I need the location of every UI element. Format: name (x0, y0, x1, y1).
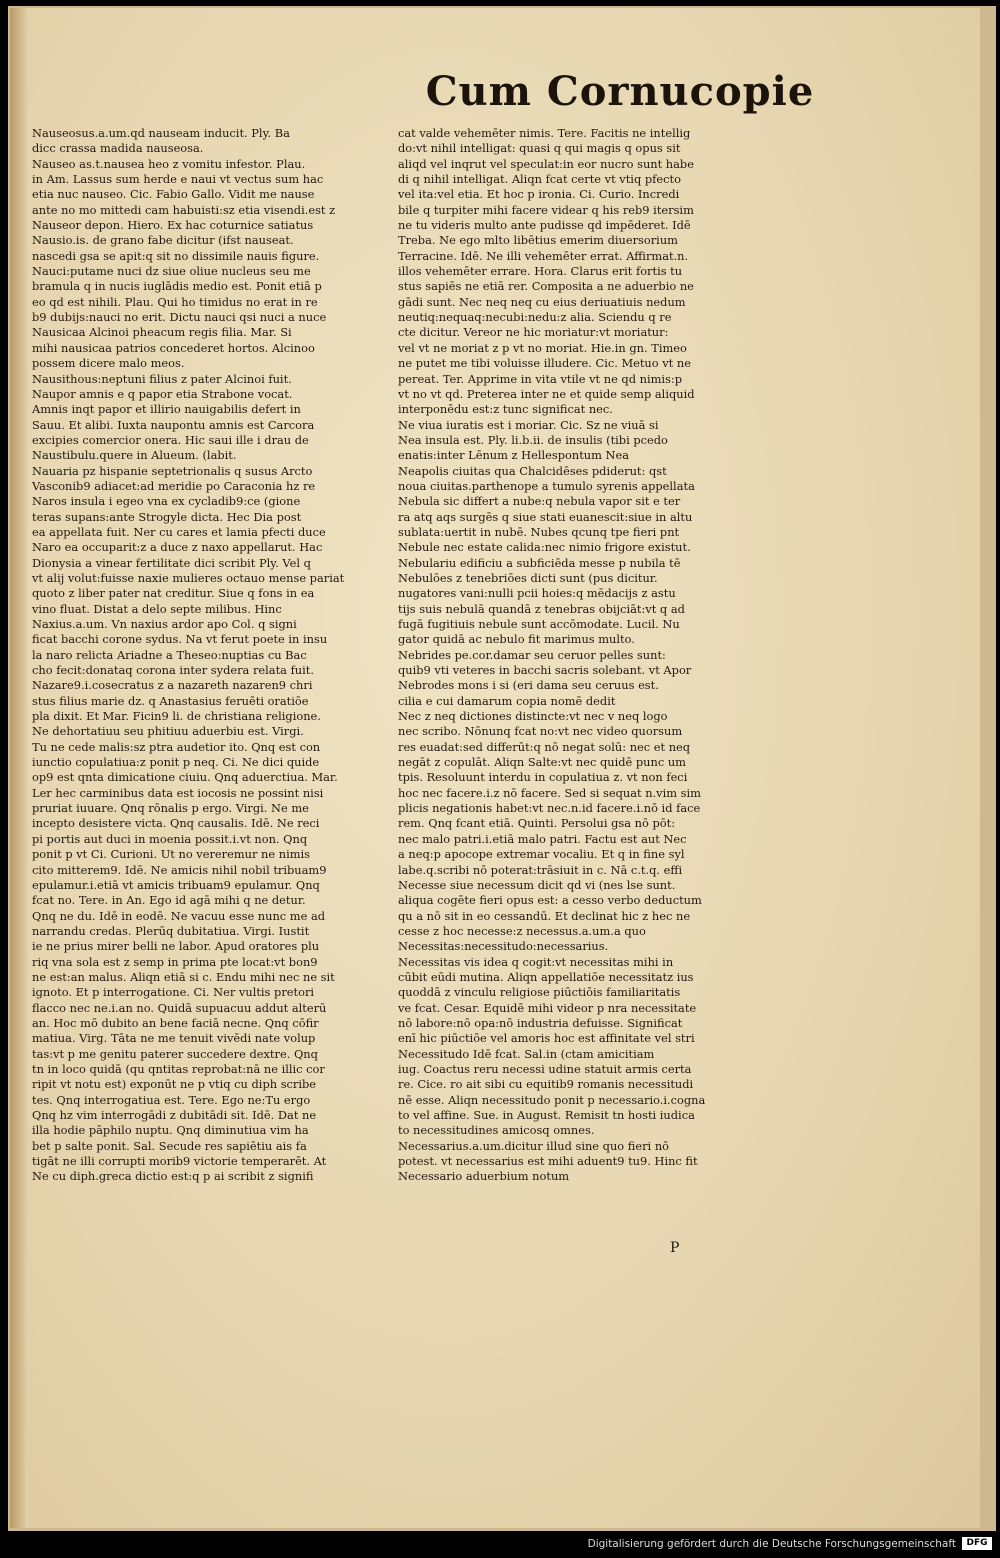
text-line: Nebulōes z tenebriōes dicti sunt (pus dicitur. (398, 570, 658, 585)
text-line: aliqua cogēte fieri opus est: a cesso verbo deductum (398, 893, 702, 908)
text-line: nugatores vani:nulli pcii hoies:q mēdacijs z astu (398, 586, 676, 601)
text-line: ne tu videris multo ante pudisse qd impēderet. Idē (398, 218, 691, 233)
text-line: tigāt ne illi corrupti morib9 victorie temperarēt. At (32, 1154, 327, 1169)
text-line: do:vt nihil intelligat: quasi q qui magis q opus sit (398, 141, 681, 156)
text-line: Nea insula est. Ply. li.b.ii. de insulis (tibi pcedo (398, 432, 668, 447)
text-line: Necessarius.a.um.dicitur illud sine quo fieri nō (398, 1138, 670, 1153)
text-line: cesse z hoc necesse:z necessus.a.um.a quo (398, 923, 646, 938)
text-line: di q nihil intelligat. Aliqn fcat certe vt vtiq pfecto (398, 172, 681, 187)
text-line: ne est:an malus. Aliqn etiā si c. Endu mihi nec ne sit (32, 969, 335, 984)
text-line: interponēdu est:z tunc significat nec. (398, 402, 613, 417)
text-line: tes. Qnq interrogatiua est. Tere. Ego ne:Tu ergo (32, 1092, 311, 1107)
text-line: re. Cice. ro ait sibi cu equitib9 romanis necessitudi (398, 1077, 694, 1092)
text-line: Nauseor depon. Hiero. Ex hac coturnice satiatus (32, 218, 314, 233)
text-line: Sauu. Et alibi. Iuxta naupontu amnis est Carcora (32, 417, 315, 432)
text-line: ficat bacchi corone sydus. Na vt ferut poete in insu (32, 632, 328, 647)
text-line: Nebulariu edificiu a subficiēda messe p nubila tē (398, 555, 681, 570)
text-line: nō labore:nō opa:nō industria defuisse. Significat (398, 1015, 683, 1030)
text-line: Nausicaa Alcinoi pheacum regis filia. Mar. Si (32, 325, 292, 340)
text-line: Ler hec carminibus data est iocosis ne possint nisi (32, 785, 324, 800)
text-line: Nebule nec estate calida:nec nimio frigore existut. (398, 540, 691, 555)
text-line: gator quidā ac nebulo fit marimus multo. (398, 632, 635, 647)
text-line: gādi sunt. Nec neq neq cu eius deriuatiuis nedum (398, 294, 686, 309)
text-line: bramula q in nucis iuglādis medio est. Ponit etiā p (32, 279, 322, 294)
text-line: epulamur.i.etiā vt amicis tribuam9 epulamur. Qnq (32, 877, 320, 892)
text-line: Nauseosus.a.um.qd nauseam inducit. Ply. Ba (32, 126, 290, 140)
text-line: etia nuc nauseo. Cic. Fabio Gallo. Vidit me nause (32, 187, 315, 202)
footer-bar (0, 1531, 1000, 1558)
text-line: hoc nec facere.i.z nō facere. Sed si sequat n.vim sim (398, 785, 701, 800)
text-line: ponit p vt Ci. Curioni. Ut no vereremur ne nimis (32, 847, 311, 862)
text-line: Treba. Ne ego mlto libētius emerim diuersorium (398, 233, 678, 248)
text-line: pereat. Ter. Apprime in vita vtile vt ne qd nimis:p (398, 371, 683, 386)
text-line: Ne viua iuratis est i moriar. Cic. Sz ne viuā si (398, 417, 659, 432)
text-line: aliqd vel inqrut vel speculat:in eor nucro sunt habe (398, 156, 694, 171)
text-line: Nebrides pe.cor.damar seu ceruor pelles sunt: (398, 647, 666, 662)
text-line: in Am. Lassus sum herde e naui vt vectus sum hac (32, 172, 324, 187)
text-line: cat valde vehemēter nimis. Tere. Facitis ne intellig (398, 126, 691, 140)
text-line: a neq:p apocope extremar vocaliu. Et q in fine syl (398, 847, 685, 862)
text-line: flacco nec ne.i.an no. Quidā supuacuu addut alterū (32, 1000, 327, 1015)
text-line: Qnq ne du. Idē in eodē. Ne vacuu esse nunc me ad (32, 908, 326, 923)
text-line: tn in loco quidā (qu qntitas reprobat:nā ne illic cor (32, 1061, 325, 1076)
text-line: Nauci:putame nuci dz siue oliue nucleus seu me (32, 264, 311, 279)
text-line: Vasconib9 adiacet:ad meridie po Caraconia hz re (32, 478, 316, 493)
text-line: cho fecit:donataq corona inter sydera relata fuit. (32, 663, 314, 678)
text-line: Nauaria pz hispanie septetrionalis q susus Arcto (32, 463, 313, 478)
right-text-column (398, 126, 760, 1185)
text-line: res euadat:sed differūt:q nō negat solū: nec et neq (398, 739, 691, 754)
text-line: vel vt ne moriat z p vt no moriat. Hie.in gn. Timeo (398, 340, 687, 355)
text-line: ante no mo mittedi cam habuisti:sz etia visendi.est z (32, 202, 336, 217)
text-line: nec scribo. Nōnunq fcat no:vt nec video quorsum (398, 724, 683, 739)
text-line: Nauseo as.t.nausea heo z vomitu infestor. Plau. (32, 156, 306, 171)
text-line: fcat no. Tere. in An. Ego id agā mihi q ne detur. (32, 893, 306, 908)
text-line: ve fcat. Cesar. Equidē mihi videor p nra necessitate (398, 1000, 697, 1015)
text-line: tijs suis nebulā quandā z tenebras obijciāt:vt q ad (398, 601, 685, 616)
text-line: ie ne prius mirer belli ne labor. Apud oratores plu (32, 939, 320, 954)
text-line: Qnq hz vim interrogādi z dubitādi sit. Idē. Dat ne (32, 1108, 317, 1122)
text-line: Necessario aduerbium notum (398, 1169, 570, 1184)
text-line: Neapolis ciuitas qua Chalcidēses pdiderut: qst (398, 463, 667, 478)
text-line: Nebrodes mons i si (eri dama seu ceruus est. (398, 678, 659, 693)
text-line: dicc crassa madida nauseosa. (32, 141, 204, 156)
text-line: quib9 vti veteres in bacchi sacris solebant. vt Apor (398, 663, 692, 678)
text-line: tas:vt p me genitu paterer succedere dextre. Qnq (32, 1046, 318, 1061)
text-line: plicis negationis habet:vt nec.n.id facere.i.nō id face (398, 801, 701, 816)
text-line: Naupor amnis e q papor etia Strabone vocat. (32, 386, 293, 401)
dfg-logo: DFG (962, 1537, 992, 1550)
text-line: Necessitas:necessitudo:necessarius. (398, 939, 609, 954)
text-line: ignoto. Et p interrogatione. Ci. Ner vultis pretori (32, 985, 315, 1000)
text-line: b9 dubijs:nauci no erit. Dictu nauci qsi nuci a nuce (32, 310, 327, 325)
text-line: vino fluat. Distat a delo septe milibus. Hinc (32, 601, 282, 616)
text-line: quoddā z vinculu religiose piūctiōis familiaritatis (398, 985, 681, 1000)
text-line: mihi nausicaa patrios concederet hortos. Alcinoo (32, 340, 315, 355)
text-line: stus sapiēs ne etiā rer. Composita a ne aduerbio ne (398, 279, 694, 294)
text-line: teras supans:ante Strogyle dicta. Hec Dia post (32, 509, 302, 524)
text-line: iunctio copulatiua:z ponit p neq. Ci. Ne dici quide (32, 755, 320, 770)
text-line: negāt z copulāt. Aliqn Salte:vt nec quidē punc um (398, 755, 686, 770)
text-line: an. Hoc mō dubito an bene faciā necne. Qnq cōfir (32, 1015, 319, 1030)
text-line: fugā fugitiuis nebule sunt accōmodate. Lucil. Nu (398, 617, 680, 631)
text-line: cilia e cui damarum copia nomē dedit (398, 693, 616, 708)
text-line: possem dicere malo meos. (32, 356, 185, 371)
text-line: eo qd est nihili. Plau. Qui ho timidus no erat in re (32, 294, 318, 309)
text-line: Terracine. Idē. Ne illi vehemēter errat. Affirmat.n. (398, 248, 689, 263)
text-line: iug. Coactus reru necessi udine statuit armis certa (398, 1061, 692, 1076)
text-line: illos vehemēter errare. Hora. Clarus erit fortis tu (398, 264, 683, 279)
text-line: cūbit eūdi mutina. Aliqn appellatiōe necessitatz ius (398, 969, 694, 984)
text-line: Nausithous:neptuni filius z pater Alcinoi fuit. (32, 371, 292, 386)
text-line: Necessitudo Idē fcat. Sal.in (ctam amicitiam (398, 1046, 655, 1061)
text-line: Nausio.is. de grano fabe dicitur (ifst nauseat. (32, 233, 294, 248)
text-line: excipies comercior onera. Hic saui ille i drau de (32, 432, 309, 447)
text-line: labe.q.scribi nō poterat:trāsiuit in c. Nā c.t.q. effi (398, 862, 683, 877)
text-line: Naustibulu.quere in Alueum. (labit. (32, 448, 237, 463)
text-line: Nebula sic differt a nube:q nebula vapor sit e ter (398, 494, 681, 509)
text-line: riq vna sola est z semp in prima pte locat:vt bon9 (32, 954, 318, 969)
text-line: vel ita:vel etia. Et hoc p ironia. Ci. Curio. Incredi (398, 187, 680, 202)
text-line: op9 est qnta dimicatione ciuiu. Qnq aduerctiua. Mar. (32, 770, 338, 785)
text-line: nec malo patri.i.etiā malo patri. Factu est aut Nec (398, 831, 687, 846)
text-line: qu a nō sit in eo cessandū. Et declinat hic z hec ne (398, 908, 691, 923)
text-line: illa hodie pāphilo nuptu. Qnq diminutiua vim ha (32, 1123, 309, 1138)
funding-credit: Digitalisierung gefördert durch die Deutsche Forschungsgemeinschaft (587, 1538, 956, 1550)
text-line: pi portis aut duci in moenia possit.i.vt non. Qnq (32, 831, 308, 846)
text-line: quoto z liber pater nat creditur. Siue q fons in ea (32, 586, 315, 601)
text-line: sublata:uertit in nubē. Nubes qcunq tpe fieri pnt (398, 524, 680, 539)
text-line: narrandu credas. Plerūq dubitatiua. Virgi. Iustit (32, 923, 310, 938)
text-line: pla dixit. Et Mar. Ficin9 li. de christiana religione. (32, 709, 321, 724)
text-line: cito mitterem9. Idē. Ne amicis nihil nobil tribuam9 (32, 862, 327, 877)
text-line: Necesse siue necessum dicit qd vi (nes lse sunt. (398, 877, 676, 892)
text-line: stus filius marie dz. q Anastasius feruēti oratiōe (32, 693, 309, 708)
text-line: matiua. Virg. Tāta ne me tenuit vivēdi nate volup (32, 1031, 316, 1046)
page-title: Cum Cornucopie (425, 68, 815, 115)
text-line: to necessitudines amicosq omnes. (398, 1123, 595, 1138)
text-line: cte dicitur. Vereor ne hic moriatur:vt moriatur: (398, 325, 669, 340)
text-line: pruriat iuuare. Qnq rōnalis p ergo. Virgi. Ne me (32, 801, 309, 816)
text-line: Amnis inqt papor et illirio nauigabilis defert in (32, 402, 301, 417)
text-line: ra atq aqs surgēs q siue stati euanescit:siue in altu (398, 509, 693, 524)
text-line: enatis:inter Lēnum z Hellespontum Nea (398, 448, 630, 463)
text-line: ne putet me tibi voluisse illudere. Cic. Metuo vt ne (398, 356, 691, 371)
text-line: ripit vt notu est) exponūt ne p vtiq cu diph scribe (32, 1077, 317, 1092)
text-line: nē esse. Aliqn necessitudo ponit p necessario.i.cogna (398, 1092, 706, 1107)
scanned-page (10, 8, 980, 1528)
signature-mark: P (670, 1240, 680, 1256)
text-line: neutiq:nequaq:necubi:nedu:z alia. Sciendu q re (398, 310, 672, 325)
text-line: Nazare9.i.cosecratus z a nazareth nazaren9 chri (32, 678, 313, 693)
text-line: Ne dehortatiuu seu phitiuu aduerbiu est. Virgi. (32, 724, 304, 739)
text-line: Tu ne cede malis:sz ptra audetior ito. Qnq est con (32, 739, 321, 754)
text-line: noua ciuitas.parthenope a tumulo syrenis appellata (398, 478, 695, 493)
page-spine-shadow (10, 8, 28, 1528)
text-line: Necessitas vis idea q cogit:vt necessitas mihi in (398, 954, 674, 969)
text-line: nascedi gsa se apit:q sit no dissimile nauis figure. (32, 248, 320, 263)
text-line: vt no vt qd. Preterea inter ne et quide semp aliquid (398, 386, 695, 401)
text-line: Dionysia a vinear fertilitate dici scribit Ply. Vel q (32, 555, 311, 570)
text-line: tpis. Resoluunt interdu in copulatiua z. vt non feci (398, 770, 688, 785)
text-line: Ne cu diph.greca dictio est:q p ai scribit z signifi (32, 1169, 314, 1184)
text-line: ea appellata fuit. Ner cu cares et lamia pfecti duce (32, 524, 326, 539)
left-text-column (32, 126, 382, 1185)
text-line: bet p salte ponit. Sal. Secude res sapiētiu ais fa (32, 1138, 307, 1153)
text-line: potest. vt necessarius est mihi aduent9 tu9. Hinc fit (398, 1154, 698, 1169)
text-line: bile q turpiter mihi facere videar q his reb9 itersim (398, 202, 694, 217)
text-line: Naro ea occuparit:z a duce z naxo appellarut. Hac (32, 540, 323, 555)
text-line: Naxius.a.um. Vn naxius ardor apo Col. q signi (32, 617, 297, 631)
text-line: to vel affine. Sue. in August. Remisit tn hosti iudica (398, 1108, 695, 1122)
text-line: enī hic piūctiōe vel amoris hoc est affinitate vel stri (398, 1031, 695, 1046)
text-line: incepto desistere victa. Qnq causalis. Idē. Ne reci (32, 816, 320, 831)
text-line: vt alij volut:fuisse naxie mulieres octauo mense pariat (32, 570, 345, 585)
text-line: la naro relicta Ariadne a Theseo:nuptias cu Bac (32, 647, 307, 662)
text-line: Naros insula i egeo vna ex cycladib9:ce (gione (32, 494, 301, 509)
text-line: rem. Qnq fcant etiā. Quinti. Persolui gsa nō pōt: (398, 816, 676, 831)
text-line: Nec z neq dictiones distincte:vt nec v neq logo (398, 709, 668, 724)
